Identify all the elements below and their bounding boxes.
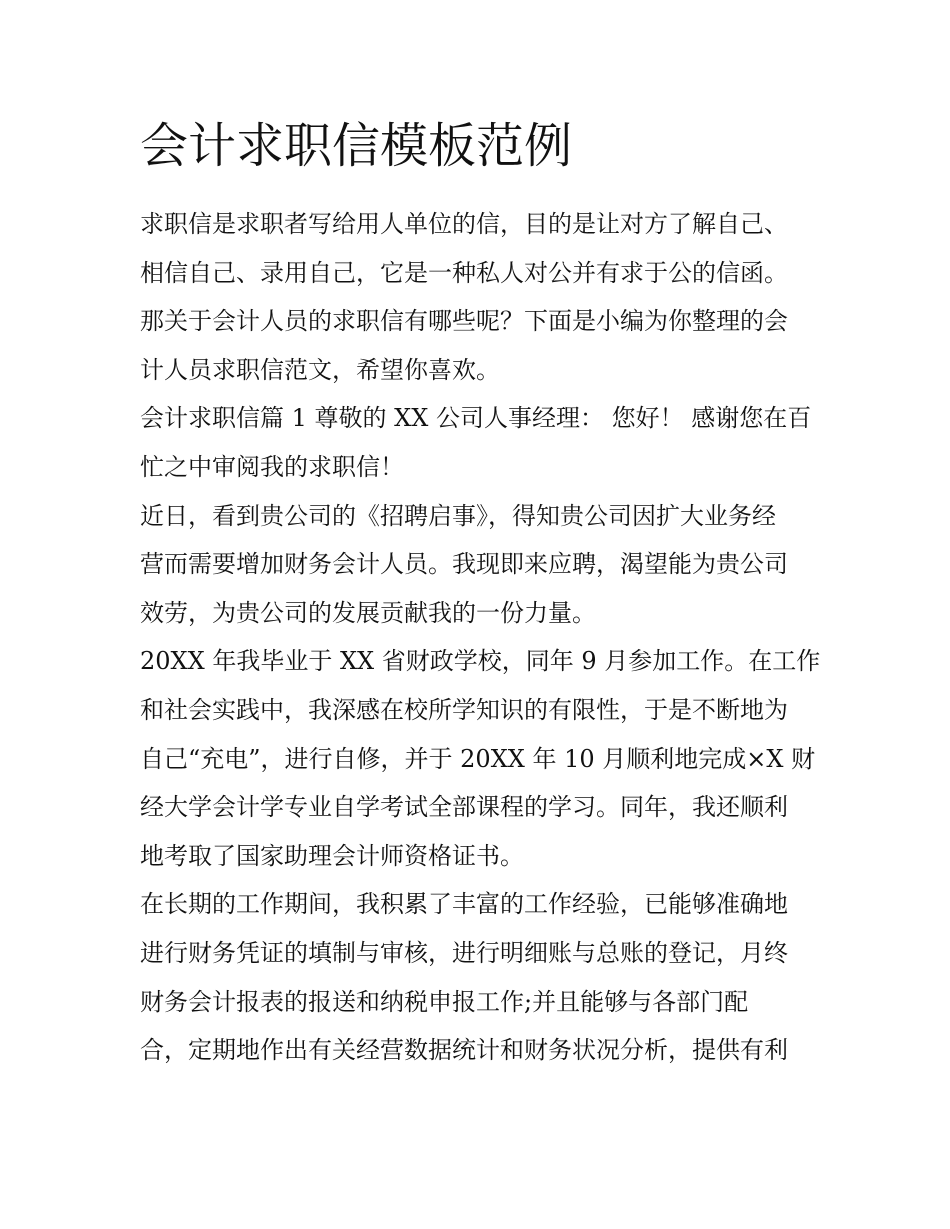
text-line: 和社会实践中，我深感在校所学知识的有限性，于是不断地为 [140,695,788,724]
page-title: 会计求职信模板范例 [140,118,573,174]
text-line: 20XX 年我毕业于 XX 省财政学校，同年 9 月参加工作。在工作 [140,647,820,676]
text-line: 经大学会计学专业自学考试全部课程的学习。同年，我还顺利 [140,793,788,822]
text-line: 地考取了国家助理会计师资格证书。 [140,841,524,870]
text-line: 相信自己、录用自己，它是一种私人对公并有求于公的信函。 [140,258,788,287]
text-line: 忙之中审阅我的求职信！ [140,452,404,481]
text-line: 那关于会计人员的求职信有哪些呢？下面是小编为你整理的会 [140,307,788,336]
document-body [140,200,820,1075]
text-line: 计人员求职信范文，希望你喜欢。 [140,355,500,384]
text-line: 会计求职信篇 1 尊敬的 XX 公司人事经理： 您好！ 感谢您在百 [140,404,812,433]
text-line: 在长期的工作期间，我积累了丰富的工作经验，已能够准确地 [140,890,788,919]
text-line: 合，定期地作出有关经营数据统计和财务状况分析，提供有利 [140,1036,788,1065]
text-line: 财务会计报表的报送和纳税申报工作;并且能够与各部门配 [140,987,749,1016]
text-line: 自己“充电”，进行自修，并于 20XX 年 10 月顺利地完成×X 财 [140,744,816,773]
text-line: 求职信是求职者写给用人单位的信，目的是让对方了解自己、 [140,210,788,238]
text-line: 进行财务凭证的填制与审核，进行明细账与总账的登记，月终 [140,938,788,967]
text-line: 近日，看到贵公司的《招聘启事》，得知贵公司因扩大业务经 [140,501,776,530]
text-line: 营而需要增加财务会计人员。我现即来应聘，渴望能为贵公司 [140,550,788,579]
text-line: 效劳，为贵公司的发展贡献我的一份力量。 [140,598,596,627]
